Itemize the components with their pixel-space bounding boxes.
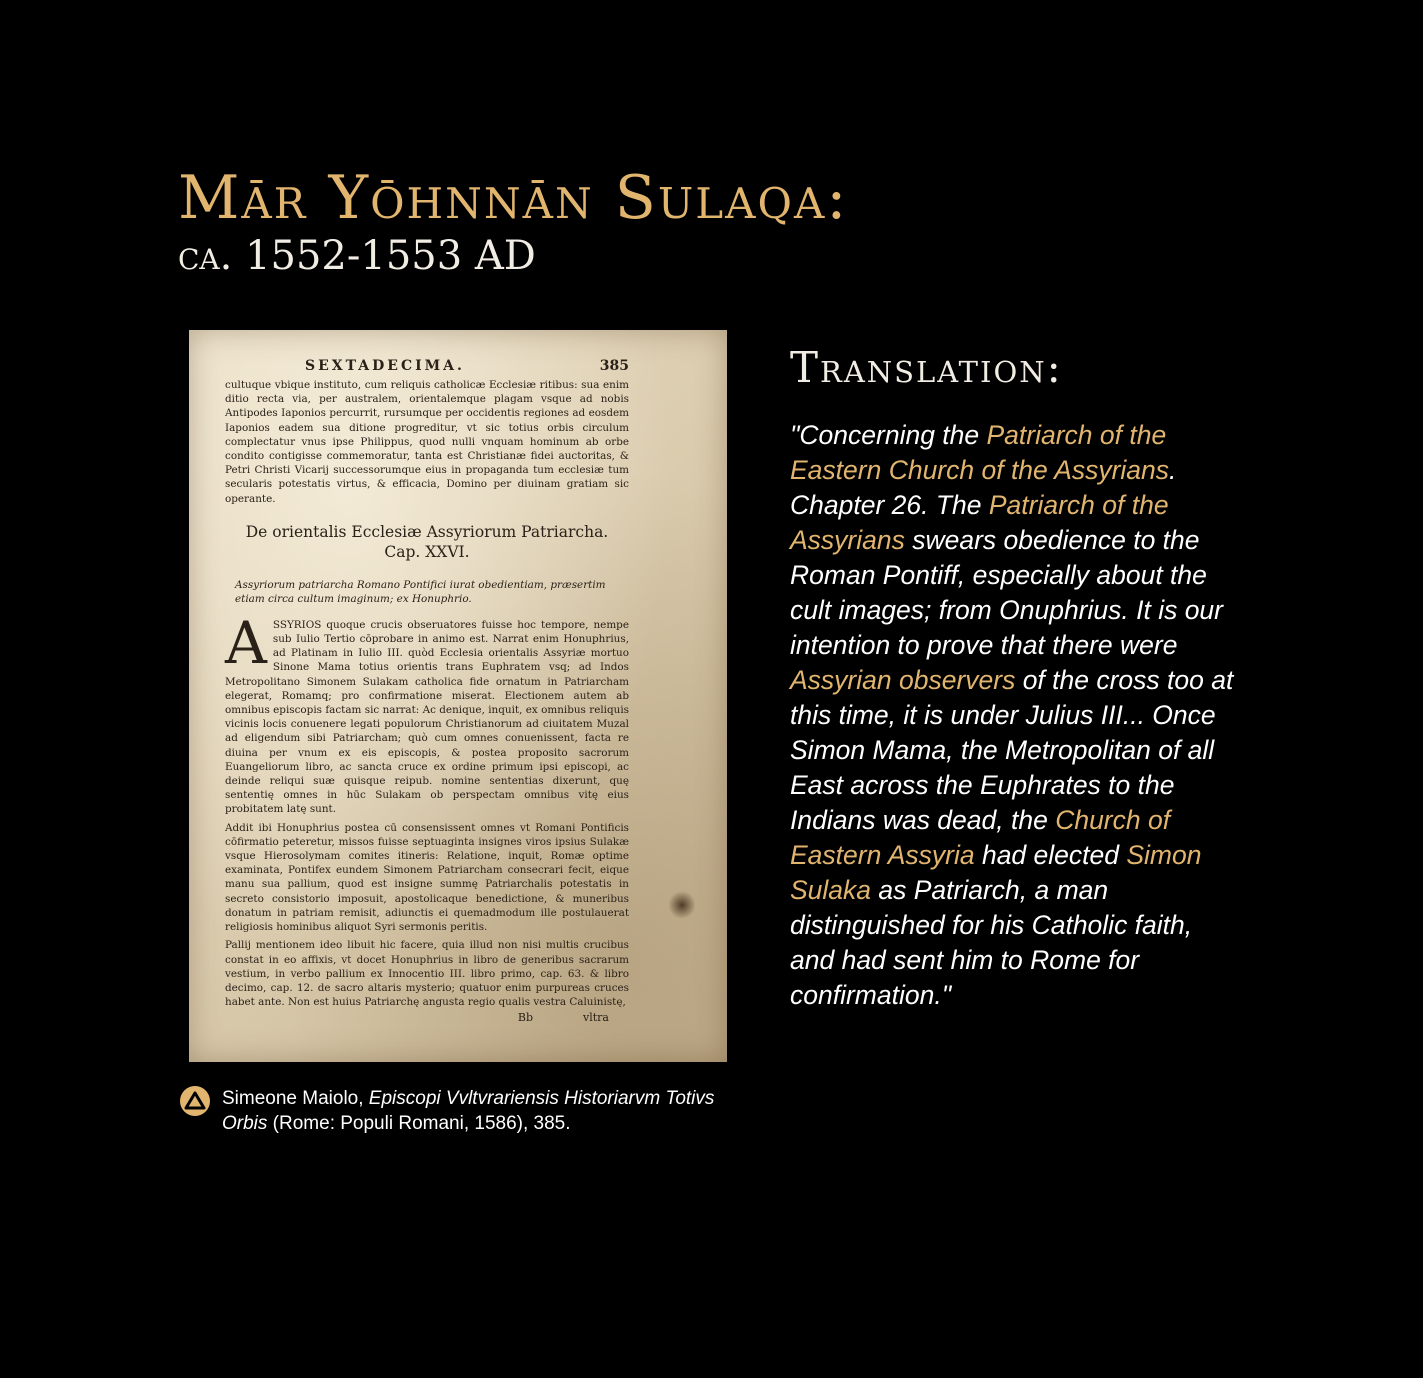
translation-segment: swears obedience to the Roman Pontiff, especially about the cult images; from Onuphrius. It is our intention to prove that there were xyxy=(790,525,1223,660)
running-head xyxy=(305,358,629,374)
scan-paragraph-2-text: SSYRIOS quoque crucis obseruatores fuisse hoc tempore, nempe sub Iulio Tertio cōprobare in animo est. Narrat enim Honuphrius, ad Platinam in Iulio III. quòd Ecclesia orientalis Assyriæ mortuo Sinone Mama totius orientis trans Euphratem vsq; ad Indos Metropolitano Simonem Sulakam catholica fide ornatum in Patriarcham elegerat, Romamq; pro confirmatione miserat. Electionem autem ab omnibus episcopis factam sic narrat: Ac denique, inquit, ex omnibus reliquis vicinis locis conuenere legati populorum Christianorum ad ciuitatem Muzal ad eligendum sibi Patriarcham; quò cum omnes conuenissent, facta re diuina per vnum ex eis episcopis, & postea proposito sacrorum Euangeliorum libro, ac sancta cruce ex ordine primum ipsi episcopi, ac deinde reliqui suæ quisque reipub. nomine sententias dixerunt, quę sententię omnes in hūc Sulakam ob perspectam omnibus vitę eius probitatem latę sunt. xyxy=(225,618,629,816)
translation-heading: Translation: xyxy=(790,343,1063,392)
translation-segment: had elected xyxy=(974,840,1127,870)
page-number: 385 xyxy=(599,358,629,374)
translation-highlight: Church of Eastern Assyria xyxy=(790,805,1171,870)
translation-highlight: Patriarch of the Eastern Church of the Assyrians xyxy=(790,420,1170,485)
translation-segment: of the cross too at this time, it is under Julius III... Once Simon Mama, the Metropolitan of all East across the Euphrates to the Indians was dead, the xyxy=(790,665,1234,835)
page-title: Mār Yōhnnān Sulaqa: xyxy=(178,163,849,233)
caption-publication: (Rome: Populi Romani, 1586), 385. xyxy=(267,1113,571,1134)
translation-text xyxy=(790,418,1240,1013)
book-page-scan xyxy=(189,330,727,1062)
image-caption xyxy=(180,1086,740,1136)
scan-paragraph-1: cultuque vbique instituto, cum reliquis catholicæ Ecclesiæ ritibus: sua enim ditio recta via, per australem, orientalemque plagam vsque ad nobis Antipodes Iaponios percurrit, rursumque per occidentis regiones ad eosdem Iaponios eadem sua ditione progreditur, vt sic totius orbis circulum complectatur vnus ipse Philippus, quod nulli vnquam hominum ab orbe condito contigisse commemoratur, tanta est Christianæ fidei auctoritas, & Petri Christi Vicarij successorumque eius in propaganda tum ecclesiæ tum secularis potestatis virtus, & efficacia, Domino per diuinam gratiam sic operante. xyxy=(225,379,629,505)
scan-paragraph-3: Addit ibi Honuphrius postea cū consensissent omnes vt Romani Pontificis cōfirmatio peteretur, missos fuisse septuaginta insignes viros ipsius Sulakæ vsque Hierosolymam comites itineris: Relatione, inquit, Romæ optime examinata, Pontifex eundem Simonem Patriarcham consecrari fecit, eique manu sua pallium, quod est insigne summę Patriarchalis potestatis in secreto consistorio imposuit, apostolicaque benedictione, & muneribus donatum in patriam remisit, adiunctis ei quemadmodum ille postulauerat religiosis hominibus aliquot Syri sermonis peritis. xyxy=(225,821,629,934)
translation-segment: . Chapter 26. The xyxy=(790,455,1177,520)
page-footer xyxy=(225,1011,609,1024)
page-stain xyxy=(669,890,695,920)
chapter-heading xyxy=(225,522,629,562)
chapter-number: Cap. XXVI. xyxy=(384,542,470,561)
caption-text xyxy=(222,1086,740,1136)
signature-mark: Bb xyxy=(517,1011,534,1025)
caption-work-title: Episcopi Vvltvrariensis Historiarvm Totivs Orbis xyxy=(222,1088,715,1134)
translation-segment: as Patriarch, a man distinguished for his Catholic faith, and had sent him to Rome for confirmation." xyxy=(790,875,1193,1010)
drop-cap: A xyxy=(225,608,267,677)
book-page-text xyxy=(225,358,629,1024)
chapter-title: De orientalis Ecclesiæ Assyriorum Patriarcha. xyxy=(245,522,609,541)
translation-highlight: Assyrian observers xyxy=(790,665,1016,695)
translation-highlight: Patriarch of the Assyrians xyxy=(790,490,1169,555)
scan-paragraph-4: Pallij mentionem ideo libuit hic facere, quia illud non nisi multis crucibus constat in eo affixis, vt docet Honuphrius in libro de generibus sacrarum vestium, in verbo pallium ex Innocentio III. libro primo, cap. 63. & libro decimo, cap. 12. de sacro altaris mysterio; quatuor enim purpureas cruces habet ante. Non est huius Patriarchę angusta regio qualis vestra Caluinistę, xyxy=(225,939,629,1009)
caption-author: Simeone Maiolo, xyxy=(222,1088,369,1109)
scan-paragraph-2 xyxy=(225,608,629,817)
catchword: vltra xyxy=(583,1011,609,1025)
chapter-summary: Assyriorum patriarcha Romano Pontifici iurat obedientiam, præsertim etiam circa cultum imaginum; ex Honuphrio. xyxy=(235,578,606,605)
page-subtitle-date: ca. 1552-1553 AD xyxy=(178,233,536,279)
translation-segment: "Concerning the xyxy=(790,420,987,450)
translation-highlight: Simon Sulaka xyxy=(790,840,1202,905)
triangle-up-icon xyxy=(180,1086,210,1116)
running-head-title: SEXTADECIMA. xyxy=(305,358,465,374)
